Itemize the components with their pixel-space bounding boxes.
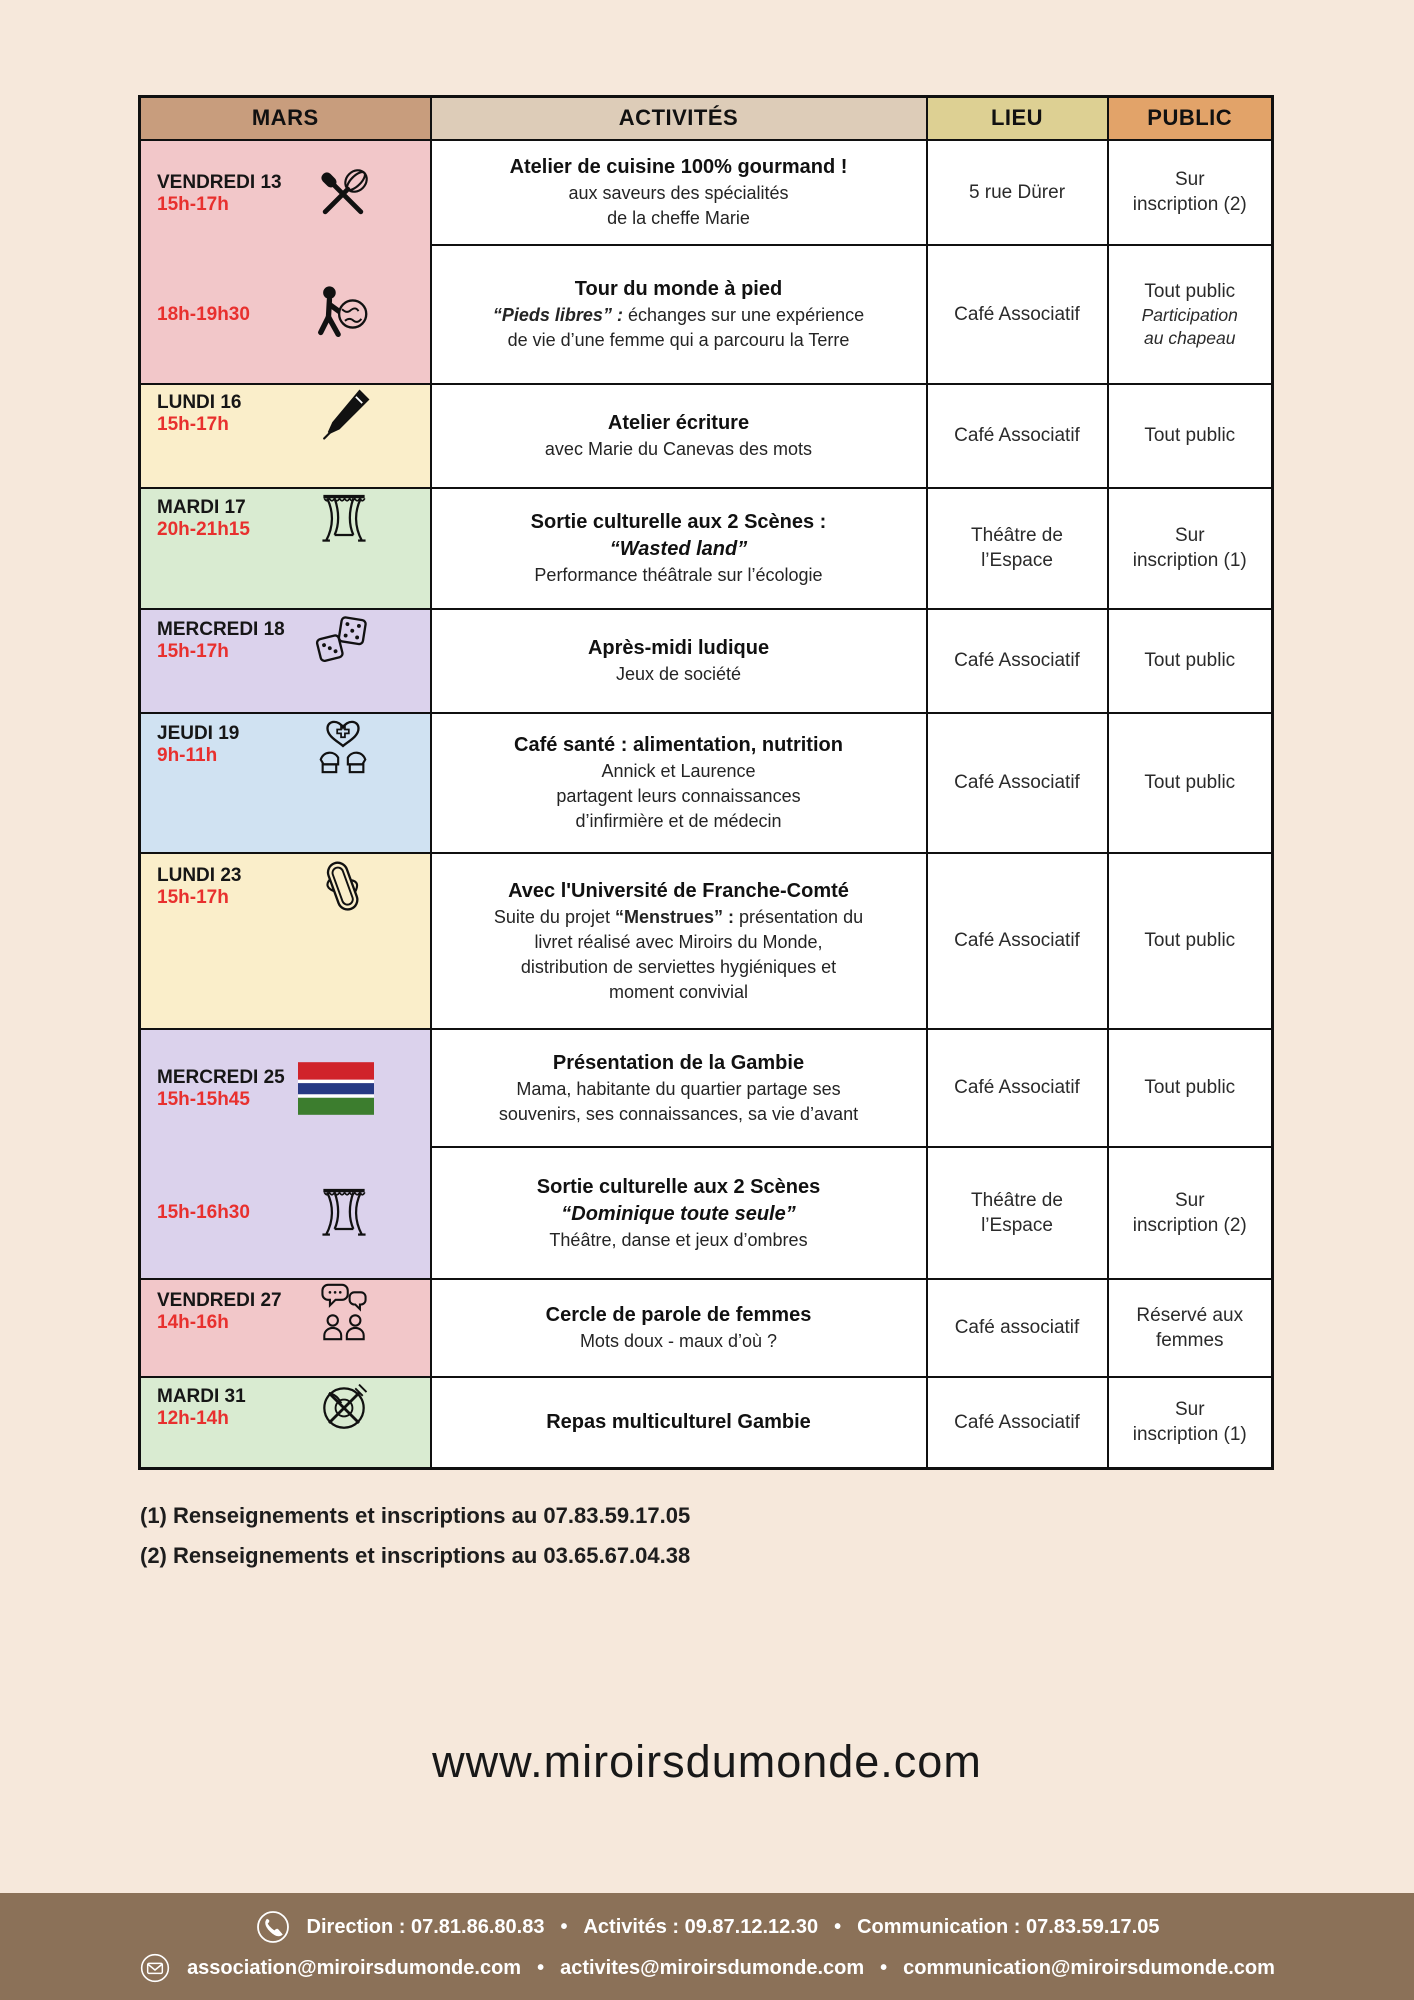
footnotes [140, 1496, 690, 1576]
lieu-cell [927, 1377, 1108, 1469]
footer-direction: Direction : 07.81.86.80.83 [306, 1915, 545, 1938]
public-text: Tout public [1144, 1077, 1236, 1099]
envelope-icon [139, 1952, 171, 1984]
date-label: VENDREDI 13 [157, 171, 282, 193]
public-text: Sur [1174, 169, 1205, 191]
public-cell [1108, 384, 1273, 488]
footer-email-line [0, 1952, 1414, 1984]
activity-line: partagent leurs connaissances [556, 786, 801, 806]
public-text: inscription (2) [1132, 1214, 1247, 1236]
public-text: Tout public [1144, 425, 1236, 446]
activity-title: Cercle de parole de femmes [545, 1304, 812, 1326]
activity-title: Atelier écriture [607, 412, 750, 434]
theater-curtains-icon [314, 489, 374, 549]
public-cell [1108, 609, 1273, 713]
public-text: Tout public [1144, 930, 1236, 951]
bullet-separator: • [880, 1956, 888, 1979]
activity-line [448, 303, 910, 327]
public-text: Sur [1174, 1399, 1205, 1421]
activity-line: Mama, habitante du quartier partage ses [516, 1078, 841, 1099]
lieu-text: Café Associatif [954, 1077, 1080, 1099]
activity-cell [431, 245, 927, 383]
phone-icon [255, 1909, 291, 1945]
activity-title: Tour du monde à pied [574, 278, 783, 301]
table-row [140, 1029, 1273, 1147]
time-label: 9h-11h [157, 744, 218, 766]
bullet-separator: • [537, 1956, 545, 1979]
bullet-separator: • [560, 1915, 568, 1938]
public-cell [1108, 853, 1273, 1029]
public-text: Tout public [1144, 650, 1236, 671]
public-note: Participation [1141, 304, 1238, 325]
gambia-flag-icon [298, 1062, 374, 1115]
public-text: inscription (1) [1132, 1424, 1247, 1446]
activity-cell [431, 713, 927, 853]
lieu-text: Café associatif [954, 1317, 1080, 1338]
lieu-text: 5 rue Dürer [968, 181, 1066, 203]
activity-title: Repas multiculturel Gambie [546, 1411, 811, 1434]
activity-cell [431, 384, 927, 488]
public-cell [1108, 1377, 1273, 1469]
date-label: LUNDI 16 [157, 391, 242, 413]
date-cell-mercredi-25 [140, 1029, 431, 1279]
health-hands-icon [312, 714, 374, 776]
date-cell-jeudi-19 [140, 713, 431, 853]
table-row [140, 1279, 1273, 1377]
activity-line: avec Marie du Canevas des mots [544, 439, 813, 459]
activity-cell [431, 1377, 927, 1469]
lieu-text: Théâtre de [971, 1189, 1063, 1211]
lieu-text: Théâtre de [971, 525, 1063, 546]
time-label: 12h-14h [157, 1407, 229, 1429]
public-text: Réservé aux [1136, 1304, 1244, 1326]
header-row [140, 97, 1273, 140]
activity-title: Café santé : alimentation, nutrition [514, 734, 843, 756]
walking-person-globe-icon [312, 284, 374, 346]
lieu-text: l’Espace [981, 550, 1053, 571]
footer-activites: Activités : 09.87.12.12.30 [583, 1915, 819, 1938]
lieu-cell [927, 853, 1108, 1029]
website-url: www.miroirsdumonde.com [432, 1736, 982, 1787]
table-row [140, 853, 1273, 1029]
lieu-text: Café Associatif [954, 303, 1080, 325]
public-cell [1108, 1029, 1273, 1147]
activity-line: souvenirs, ses connaissances, sa vie d’avant [498, 1103, 859, 1124]
date-label: JEUDI 19 [157, 722, 240, 744]
date-cell-mercredi-18 [140, 609, 431, 713]
lieu-text: Café Associatif [954, 425, 1080, 446]
activity-title: Après-midi ludique [587, 637, 770, 659]
footer-phone-line [0, 1909, 1414, 1945]
activity-title: Sortie culturelle aux 2 Scènes : [530, 511, 827, 533]
public-text: inscription (1) [1132, 550, 1247, 571]
bullet-separator: • [834, 1915, 842, 1938]
activity-lead-rest: échanges sur une expérience [627, 305, 865, 326]
activity-cell [431, 609, 927, 713]
multicultural-meal-icon [314, 1378, 374, 1438]
activity-title: Atelier de cuisine 100% gourmand ! [509, 156, 848, 179]
activity-line: Annick et Laurence [601, 761, 756, 781]
lieu-cell [927, 1147, 1108, 1279]
public-cell [1108, 140, 1273, 246]
activity-line: aux saveurs des spécialités [568, 183, 789, 204]
activity-line: moment convivial [608, 981, 749, 1002]
date-cell-mardi-17 [140, 488, 431, 609]
speech-bubbles-people-icon [314, 1280, 374, 1344]
time-label: 15h-17h [157, 193, 229, 215]
lieu-cell [927, 140, 1108, 246]
activity-line: de vie d’une femme qui a parcouru la Terre [507, 330, 850, 351]
column-header-public: PUBLIC [1108, 97, 1273, 140]
date-label: MARDI 17 [157, 496, 246, 518]
lieu-text: Café Associatif [954, 772, 1080, 793]
footer-communication: Communication : 07.83.59.17.05 [857, 1915, 1160, 1938]
lieu-text: Café Associatif [954, 1411, 1080, 1433]
public-cell [1108, 713, 1273, 853]
lieu-text: Café Associatif [954, 650, 1080, 671]
lieu-cell [927, 713, 1108, 853]
table-row [140, 384, 1273, 488]
time-label: 14h-16h [157, 1311, 229, 1333]
lieu-cell [927, 1029, 1108, 1147]
table-row [140, 140, 1273, 246]
table-row [140, 1377, 1273, 1469]
public-note: au chapeau [1144, 327, 1236, 348]
activity-cell [431, 1279, 927, 1377]
date-label: MERCREDI 18 [157, 618, 285, 640]
column-header-lieu: LIEU [927, 97, 1108, 140]
activity-line [448, 905, 910, 929]
table-row [140, 713, 1273, 853]
date-label: LUNDI 23 [157, 864, 242, 886]
public-text: Sur [1174, 1189, 1205, 1211]
cooking-utensils-icon [312, 163, 374, 225]
column-header-activites: ACTIVITÉS [431, 97, 927, 140]
date-cell-lundi-16 [140, 384, 431, 488]
activity-subtitle: “Wasted land” [609, 538, 748, 560]
activity-cell [431, 1147, 927, 1279]
footer-bar [0, 1893, 1414, 2000]
table-row [140, 609, 1273, 713]
date-label: VENDREDI 27 [157, 1289, 282, 1311]
activity-title: Présentation de la Gambie [552, 1051, 805, 1074]
lieu-cell [927, 1279, 1108, 1377]
time-label: 20h-21h15 [157, 518, 250, 540]
public-text: Tout public [1144, 772, 1236, 793]
time-label: 15h-15h45 [157, 1088, 250, 1110]
dice-icon [312, 610, 374, 672]
activity-line: Jeux de société [615, 664, 742, 684]
activity-cell [431, 853, 927, 1029]
lieu-cell [927, 384, 1108, 488]
theater-curtains-icon [314, 1183, 374, 1243]
activity-cell [431, 140, 927, 246]
activity-lead-rest: présentation du [739, 906, 864, 927]
activity-cell [431, 1029, 927, 1147]
footnote-1: (1) Renseignements et inscriptions au 07.83.59.17.05 [140, 1503, 691, 1528]
column-header-mars: MARS [140, 97, 431, 140]
activity-line: Théâtre, danse et jeux d’ombres [549, 1229, 808, 1250]
activity-line: distribution de serviettes hygiéniques et [520, 956, 837, 977]
time-label: 15h-17h [157, 640, 229, 662]
activity-line: Mots doux - maux d’où ? [579, 1331, 778, 1351]
date-cell-vendredi-27 [140, 1279, 431, 1377]
activity-lead-bold: “Menstrues” : [614, 906, 739, 927]
date-label: MERCREDI 25 [157, 1066, 285, 1088]
activity-title: Avec l'Université de Franche-Comté [508, 879, 849, 902]
activity-subtitle: “Dominique toute seule” [561, 1202, 796, 1225]
public-text: Sur [1174, 525, 1205, 546]
public-cell [1108, 1279, 1273, 1377]
activity-line: livret réalisé avec Miroirs du Monde, [534, 931, 823, 952]
public-text: inscription (2) [1132, 194, 1247, 216]
fountain-pen-icon [316, 385, 374, 443]
public-cell [1108, 245, 1273, 383]
time-label: 15h-16h30 [157, 1201, 250, 1223]
public-cell [1108, 1147, 1273, 1279]
activity-lead-pre: Suite du projet [493, 906, 615, 927]
time-label: 15h-17h [157, 886, 229, 908]
date-label: MARDI 31 [157, 1385, 246, 1407]
activity-title: Sortie culturelle aux 2 Scènes [536, 1175, 821, 1198]
date-cell-mardi-31 [140, 1377, 431, 1469]
activity-lead: “Pieds libres” : [492, 305, 628, 326]
footnote-2: (2) Renseignements et inscriptions au 03.65.67.04.38 [140, 1543, 691, 1568]
lieu-cell [927, 609, 1108, 713]
activity-line: d’infirmière et de médecin [575, 811, 782, 831]
activity-cell [431, 488, 927, 609]
footer-email-activites: activites@miroirsdumonde.com [560, 1956, 865, 1979]
lieu-cell [927, 245, 1108, 383]
time-label: 18h-19h30 [157, 303, 250, 325]
time-label: 15h-17h [157, 413, 229, 435]
public-text: femmes [1155, 1329, 1224, 1351]
footer-email-communication: communication@miroirsdumonde.com [903, 1956, 1275, 1979]
activity-line: Performance théâtrale sur l’écologie [534, 565, 823, 585]
public-cell [1108, 488, 1273, 609]
sanitary-pad-icon [312, 854, 374, 920]
public-text: Tout public [1144, 280, 1236, 302]
activity-line: de la cheffe Marie [607, 208, 750, 229]
lieu-text: Café Associatif [954, 930, 1080, 951]
table-row [140, 488, 1273, 609]
date-cell-lundi-23 [140, 853, 431, 1029]
footer-email-association: association@miroirsdumonde.com [187, 1956, 522, 1979]
activities-table [138, 95, 1274, 1470]
date-cell-vendredi-13 [140, 140, 431, 384]
lieu-text: l’Espace [981, 1214, 1053, 1236]
lieu-cell [927, 488, 1108, 609]
